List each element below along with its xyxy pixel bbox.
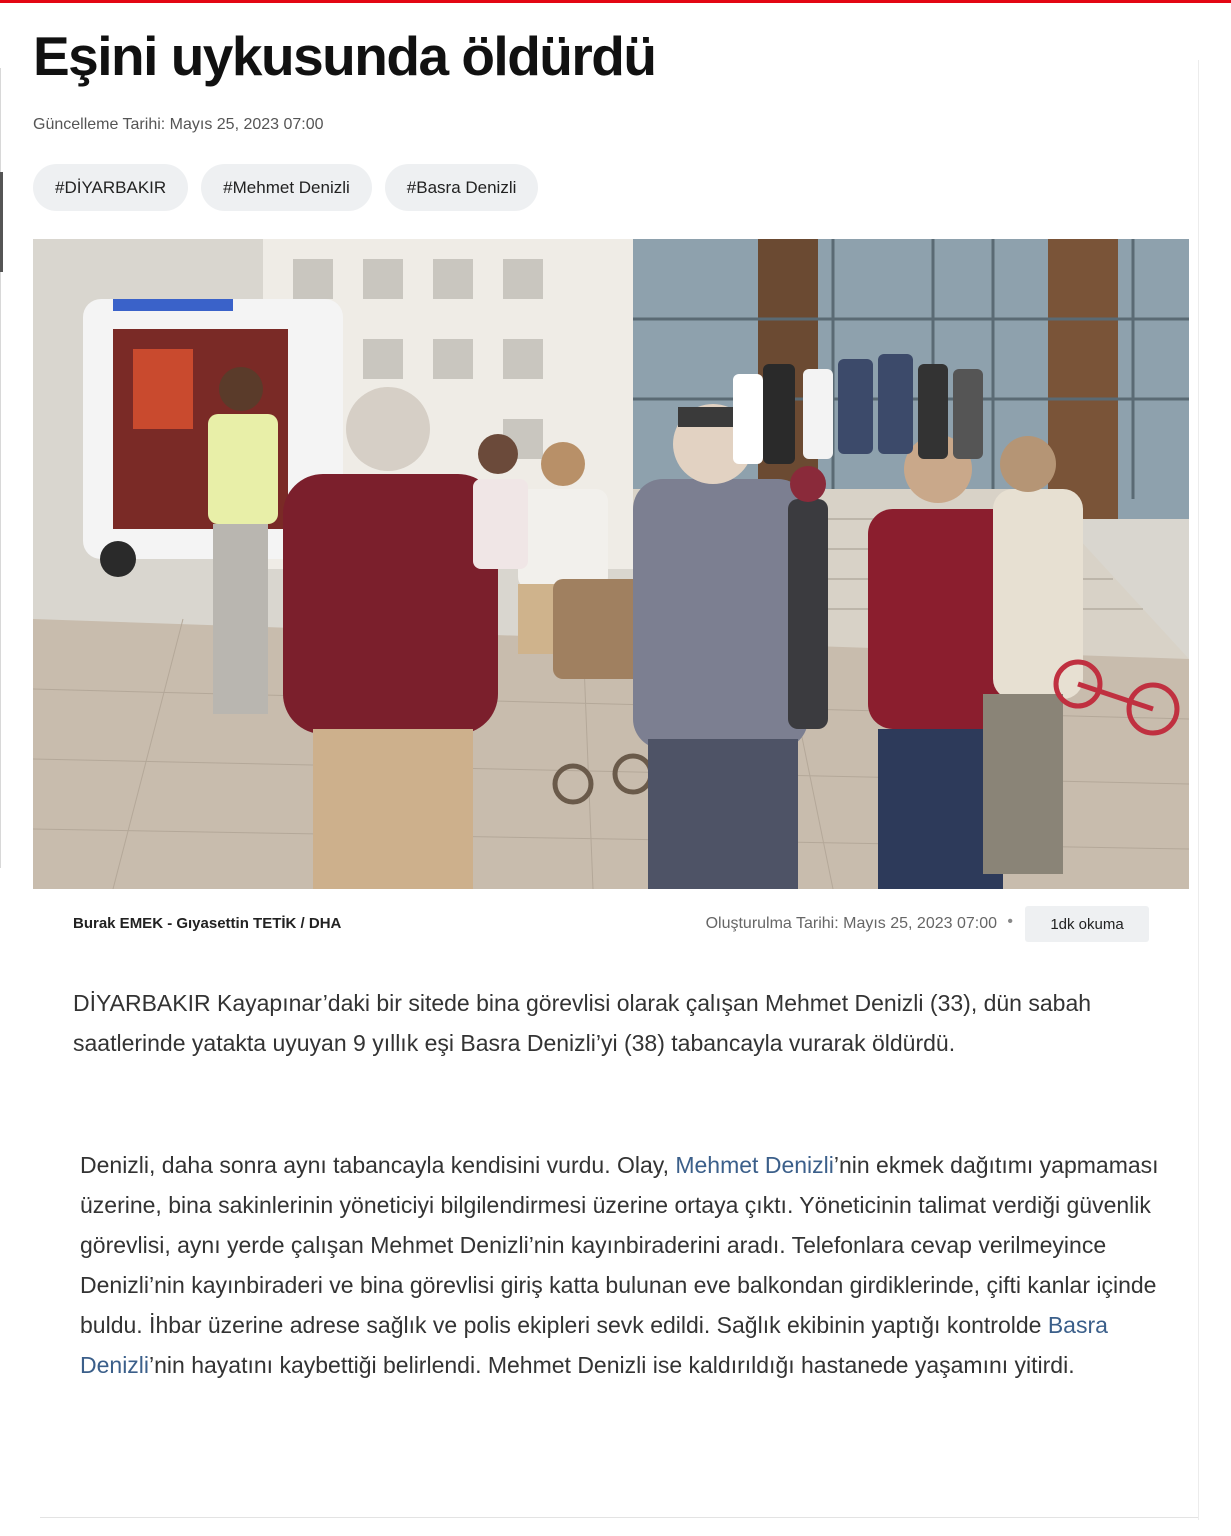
tag-basra-denizli[interactable]: #Basra Denizli	[385, 164, 539, 211]
tag-diyarbakir[interactable]: #DİYARBAKIR	[33, 164, 188, 211]
updated-date: Güncelleme Tarihi: Mayıs 25, 2023 07:00	[33, 116, 324, 133]
tag-list	[33, 164, 538, 211]
bottom-divider	[40, 1517, 1198, 1518]
tag-mehmet-denizli[interactable]: #Mehmet Denizli	[201, 164, 372, 211]
left-scroll-thumb[interactable]	[0, 172, 3, 272]
byline-row	[73, 906, 1149, 942]
right-column-rule	[1198, 60, 1199, 1520]
article-body	[80, 1145, 1165, 1385]
top-accent-line	[0, 0, 1231, 3]
body-text-1: Denizli, daha sonra aynı tabancayla kendisini vurdu. Olay,	[80, 1152, 676, 1178]
separator-dot: •	[1007, 913, 1013, 930]
link-basra-denizli[interactable]: Basra Denizli	[80, 1312, 1108, 1378]
link-mehmet-denizli[interactable]: Mehmet Denizli	[675, 1152, 834, 1178]
article-title: Eşini uykusunda öldürdü	[33, 25, 656, 87]
read-time-badge: 1dk okuma	[1025, 906, 1149, 942]
created-date: Oluşturulma Tarihi: Mayıs 25, 2023 07:00	[705, 915, 997, 932]
author-byline: Burak EMEK - Gıyasettin TETİK / DHA	[73, 915, 342, 932]
crime-scene-photo-illustration	[33, 239, 1189, 889]
body-text-2: ’nin ekmek dağıtımı yapmaması üzerine, bina sakinlerinin yöneticiyi bilgilendirmesi üzerine ortaya çıktı. Yöneticinin talimat verdiği güvenlik görevlisi, aynı yerde çalışan Mehmet Denizli’nin kayınbiraderini aradı. Telefonlara cevap verilmeyince Denizli’nin kayınbiraderi ve bina görevlisi giriş katta bulunan eve balkondan girdiklerinde, çifti kanlar içinde buldu. İhbar üzerine adrese sağlık ve polis ekipleri sevk edildi. Sağlık ekibinin yaptığı kontrolde	[80, 1152, 1159, 1338]
article-photo	[33, 239, 1189, 889]
body-text-3: ’nin hayatını kaybettiği belirlendi. Mehmet Denizli ise kaldırıldığı hastanede yaşamını yitirdi.	[149, 1352, 1075, 1378]
article-lead: DİYARBAKIR Kayapınar’daki bir sitede bina görevlisi olarak çalışan Mehmet Denizli (33), dün sabah saatlerinde yatakta uyuyan 9 yıllık eşi Basra Denizli’yi (38) tabancayla vurarak öldürdü.	[73, 990, 1092, 1056]
